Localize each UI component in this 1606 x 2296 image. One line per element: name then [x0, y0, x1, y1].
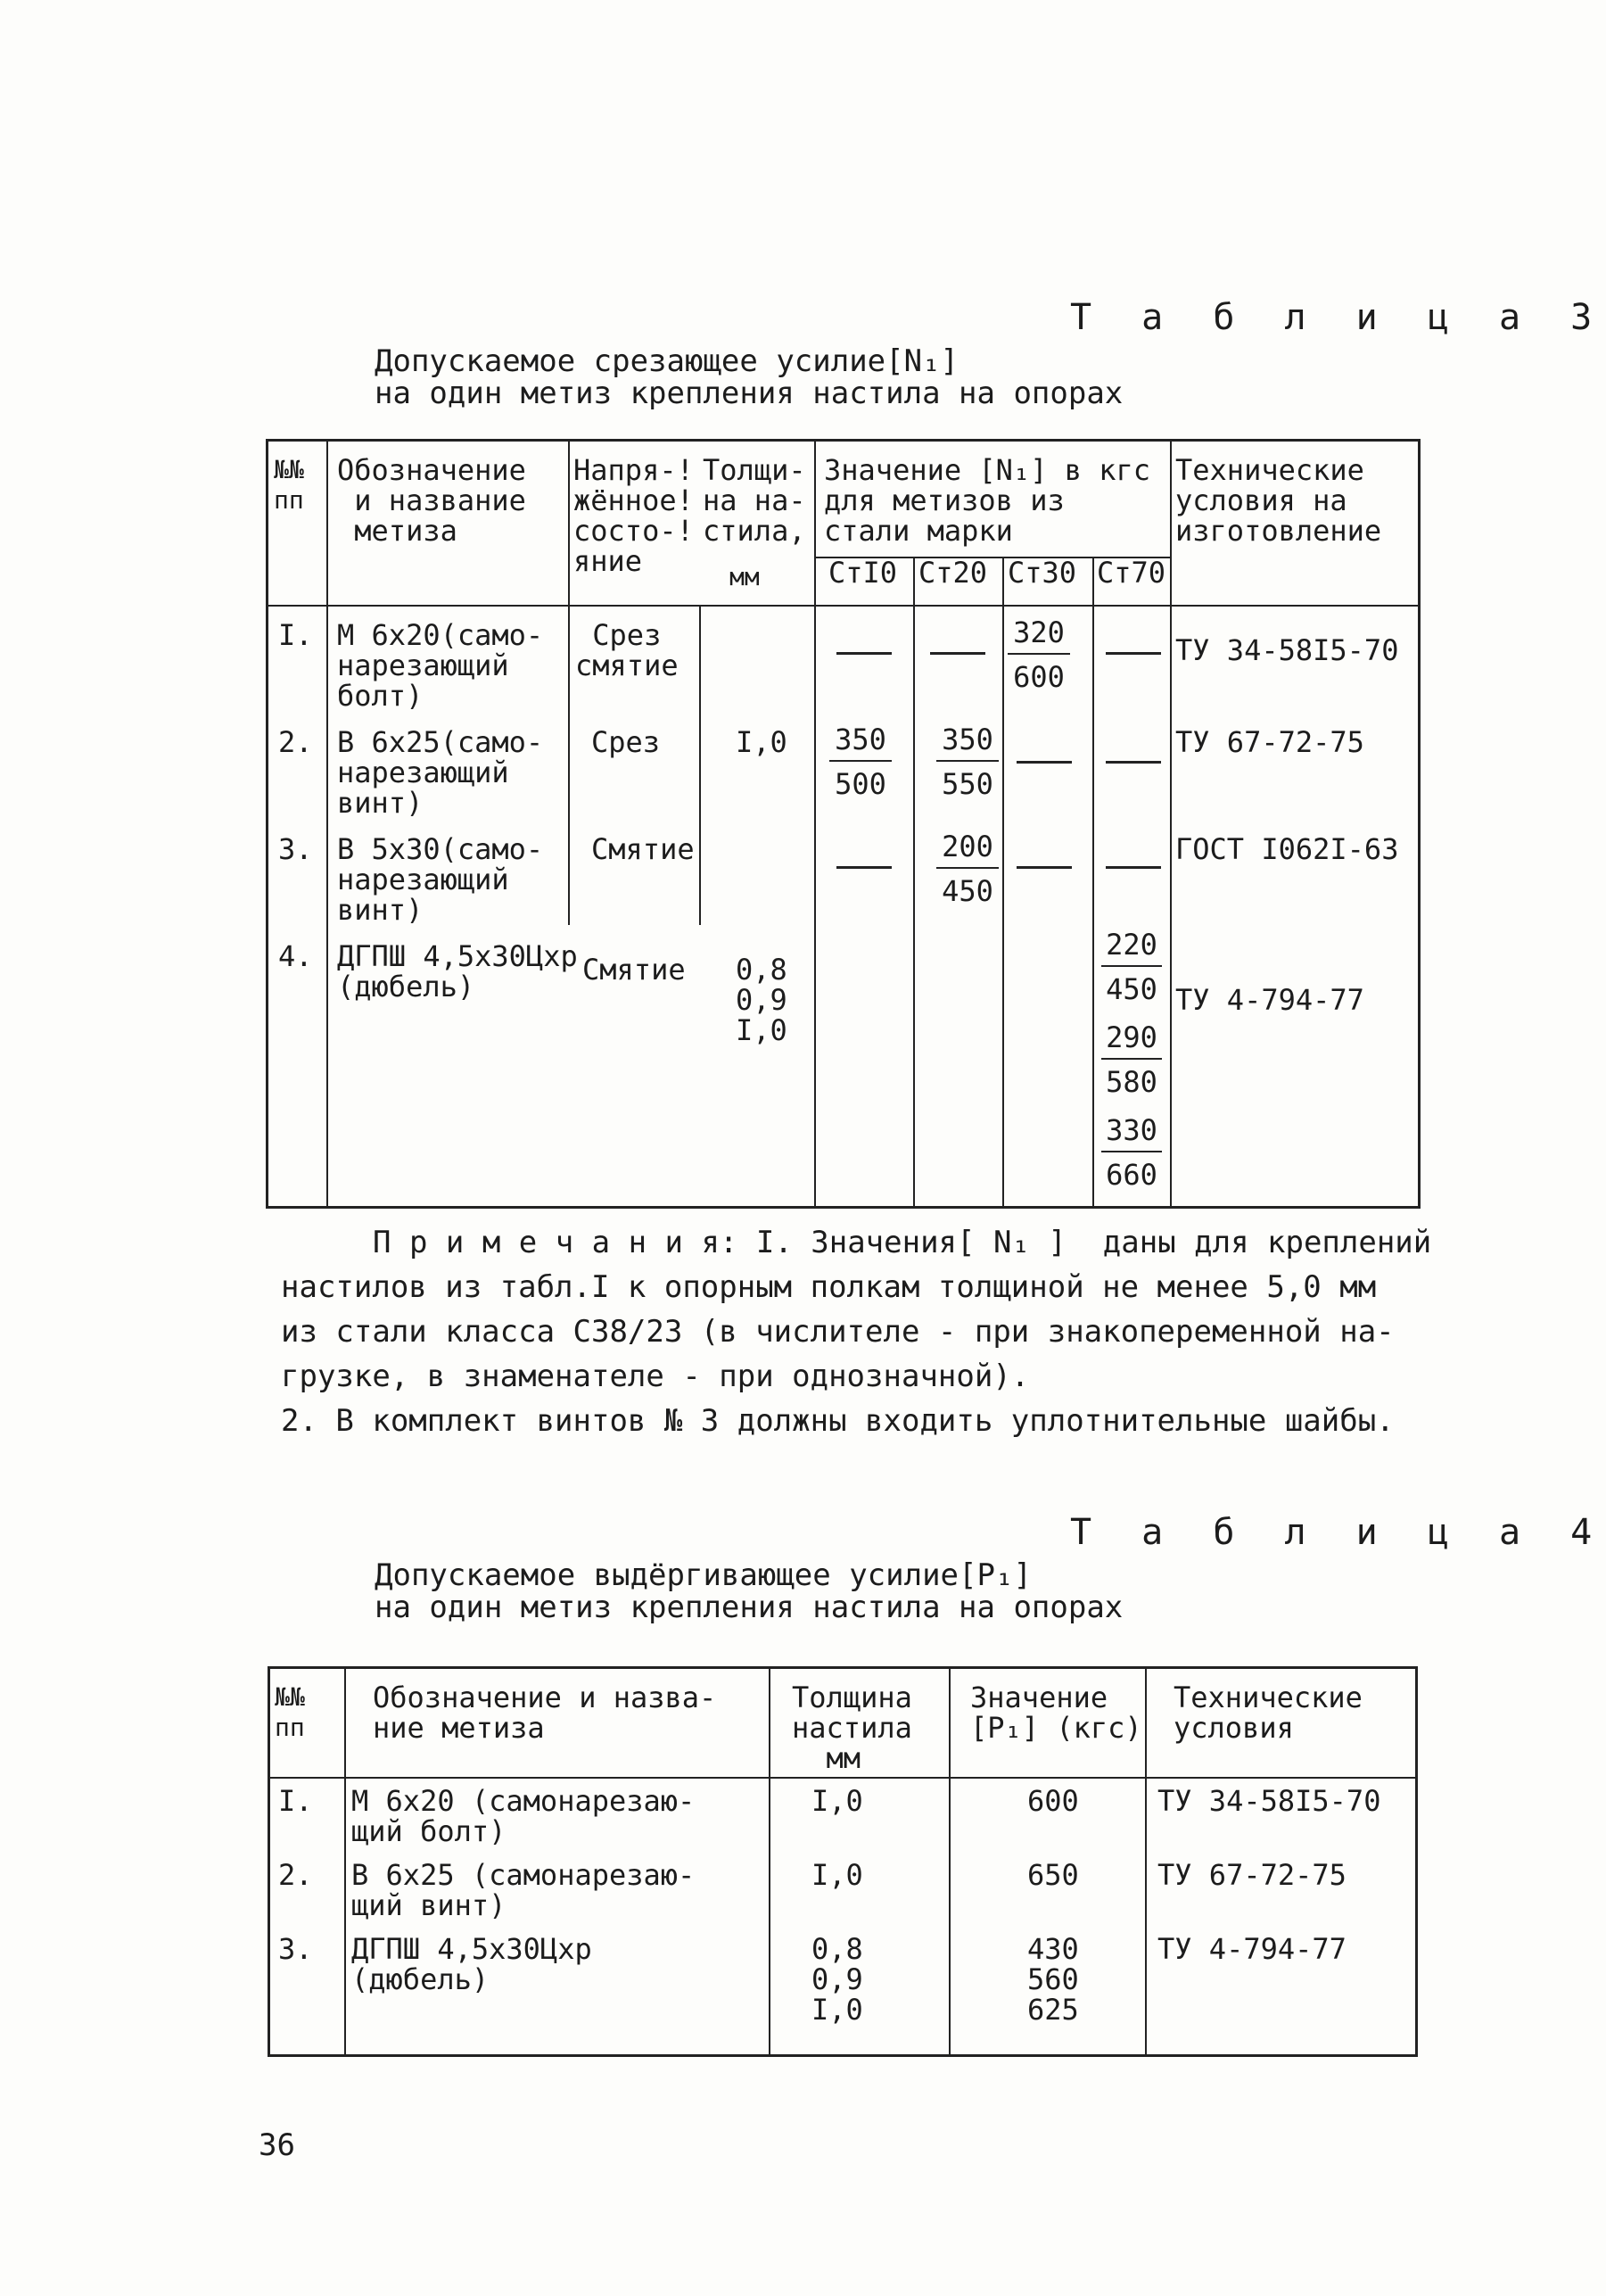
- table4-header-name: Обозначение и назва- ние метиза: [373, 1681, 717, 1745]
- table3-row2-dash: [1106, 761, 1161, 764]
- table3-title-line1: Допускаемое срезающее усилие[N₁]: [375, 343, 959, 379]
- numerator: 350: [936, 724, 999, 762]
- table4-row1-value: 600: [1027, 1784, 1079, 1818]
- table4-col-divider: [769, 1666, 770, 2057]
- table3-row1-name: М 6х20(само- нарезающий болт): [337, 618, 544, 713]
- numerator: 200: [936, 831, 999, 869]
- denominator: 580: [1106, 1065, 1157, 1099]
- table3-col-divider: [1170, 439, 1172, 1209]
- table3-row2-tu: ТУ 67-72-75: [1175, 725, 1364, 759]
- table3-row2-st20-value: [936, 724, 999, 799]
- table4-header-num: №№ пп: [275, 1682, 305, 1742]
- table4-row3-num: 3.: [278, 1932, 313, 1966]
- table4-header-tu: Технические условия: [1174, 1681, 1363, 1745]
- table4-col-divider: [1145, 1666, 1147, 2057]
- table3-col-divider: [699, 605, 701, 925]
- table3-row1-st30-value: [1008, 617, 1070, 692]
- table3-header-steel-st70: Ст70: [1097, 556, 1166, 590]
- denominator: 450: [942, 874, 993, 908]
- table3-title-line2: на один метиз крепления настила на опорах: [375, 376, 1124, 411]
- table3-header-num: №№ пп: [274, 455, 304, 515]
- table3-notes-line5: 2. В комплект винтов № 3 должны входить уплотнительные шайбы.: [281, 1403, 1395, 1439]
- table4-row3-value: 430 560 625: [1027, 1932, 1079, 2027]
- table3-row1-dash: [836, 652, 892, 655]
- table4-title-line1: Допускаемое выдёргивающее усилие[P₁]: [375, 1557, 1032, 1593]
- table3-col-divider: [326, 439, 328, 1209]
- table3-row1-dash: [1106, 652, 1161, 655]
- table3-row2-thick: I,0: [736, 725, 787, 759]
- denominator: 450: [1106, 972, 1157, 1006]
- table3-header-thick: Толщи- на на- стила,: [703, 453, 806, 548]
- table3-col-divider: [1002, 558, 1004, 1209]
- table3-row-divider: [266, 605, 1421, 607]
- table3-notes-line4: грузке, в знаменателе - при однозначной).: [281, 1359, 1030, 1394]
- table4-row1-thick: I,0: [811, 1784, 863, 1818]
- numerator: 320: [1008, 617, 1070, 655]
- table4-col-divider: [344, 1666, 346, 2057]
- table4-row3-thick: 0,8 0,9 I,0: [811, 1932, 863, 2027]
- table3-header-value: Значение [N₁] в кгс для метизов из стали марки: [824, 453, 1151, 548]
- table3-row3-st20-value: [936, 831, 999, 906]
- table3-row2-num: 2.: [278, 725, 313, 759]
- table3-row4-st70-value-1: [1101, 929, 1162, 1004]
- table4-header-thick: Толщина настила мм: [792, 1681, 912, 1775]
- numerator: 220: [1101, 929, 1162, 967]
- table4-row3-tu: ТУ 4-794-77: [1157, 1932, 1347, 1966]
- numerator: 290: [1101, 1022, 1162, 1060]
- table3-row4-st70-value-3: [1101, 1115, 1162, 1190]
- numerator: 330: [1101, 1115, 1162, 1152]
- denominator: 660: [1106, 1158, 1157, 1192]
- denominator: 500: [835, 767, 886, 801]
- table4-row1-name: М 6х20 (самонарезаю- щий болт): [351, 1784, 696, 1848]
- table4-label: Т а б л и ц а 4: [1070, 1512, 1606, 1553]
- table3-header-steel-st30: Ст30: [1008, 556, 1077, 590]
- table3-notes-line2: настилов из табл.I к опорным полкам толщиной не менее 5,0 мм: [281, 1269, 1377, 1305]
- table4-row2-tu: ТУ 67-72-75: [1157, 1858, 1347, 1892]
- table3-notes-line3: из стали класса С38/23 (в числителе - при знакопеременной на-: [281, 1314, 1395, 1350]
- table3-row3-dash: [1017, 866, 1072, 869]
- table3-row2-dash: [1017, 761, 1072, 764]
- table4-row1-num: I.: [278, 1784, 313, 1818]
- table3-row4-st70-value-2: [1101, 1022, 1162, 1097]
- table4-row2-thick: I,0: [811, 1858, 863, 1892]
- table4-title-line2: на один метиз крепления настила на опорах: [375, 1590, 1124, 1625]
- table3-header-name: Обозначение и название метиза: [337, 453, 526, 548]
- table3-frame: [266, 439, 1421, 1209]
- table3-col-divider: [814, 439, 816, 1209]
- table3-notes-line1: П р и м е ч а н и я: I. Значения[ N₁ ] даны для креплений: [373, 1225, 1432, 1260]
- table3-row3-dash: [836, 866, 892, 869]
- table4-header-value: Значение [P₁] (кгс): [970, 1681, 1142, 1745]
- table3-label: Т а б л и ц а 3: [1070, 297, 1606, 338]
- numerator: 350: [829, 724, 892, 762]
- table3-row4-tu: ТУ 4-794-77: [1175, 983, 1364, 1017]
- table4-row2-value: 650: [1027, 1858, 1079, 1892]
- denominator: 550: [942, 767, 993, 801]
- table3-header-steel-st20: Ст20: [918, 556, 988, 590]
- table4-row1-tu: ТУ 34-58I5-70: [1157, 1784, 1381, 1818]
- table3-col-divider: [913, 558, 915, 1209]
- table3-row4-name: ДГПШ 4,5х30Цхр (дюбель): [337, 939, 578, 1003]
- table3-col-divider: [1092, 558, 1094, 1209]
- table3-col-divider: [568, 439, 570, 925]
- table3-row1-num: I.: [278, 618, 313, 652]
- table3-row3-num: 3.: [278, 832, 313, 866]
- table3-row3-tu: ГОСТ I062I-63: [1175, 832, 1399, 866]
- table3-row3-state: Смятие: [591, 832, 695, 866]
- table3-header-steel-st10: СтI0: [828, 556, 898, 590]
- table4-row-divider: [268, 1777, 1418, 1779]
- table3-row2-state: Срез: [591, 725, 661, 759]
- table3-row4-num: 4.: [278, 939, 313, 973]
- table3-row3-name: В 5х30(само- нарезающий винт): [337, 832, 544, 927]
- table3-row1-tu: ТУ 34-58I5-70: [1175, 633, 1399, 667]
- table4-row2-name: В 6х25 (самонарезаю- щий винт): [351, 1858, 696, 1922]
- table3-header-thick-unit: мм: [729, 562, 760, 591]
- table4-row2-num: 2.: [278, 1858, 313, 1892]
- table3-row2-name: В 6х25(само- нарезающий винт): [337, 725, 544, 820]
- table3-row1-state: Срез смятие: [575, 618, 679, 682]
- table3-row4-state: Смятие: [582, 953, 686, 987]
- denominator: 600: [1013, 660, 1065, 694]
- table3-row4-thick: 0,8 0,9 I,0: [736, 953, 787, 1047]
- page-number: 36: [259, 2127, 295, 2163]
- table3-row2-st10-value: [829, 724, 892, 799]
- table3-header-tu: Технические условия на изготовление: [1175, 453, 1382, 548]
- table4-row3-name: ДГПШ 4,5х30Цхр (дюбель): [351, 1932, 592, 1996]
- table3-row3-dash: [1106, 866, 1161, 869]
- table3-row1-dash: [930, 652, 985, 655]
- table4-col-divider: [949, 1666, 951, 2057]
- table3-header-state: Напря-! жённое! состо-! яние: [573, 453, 694, 578]
